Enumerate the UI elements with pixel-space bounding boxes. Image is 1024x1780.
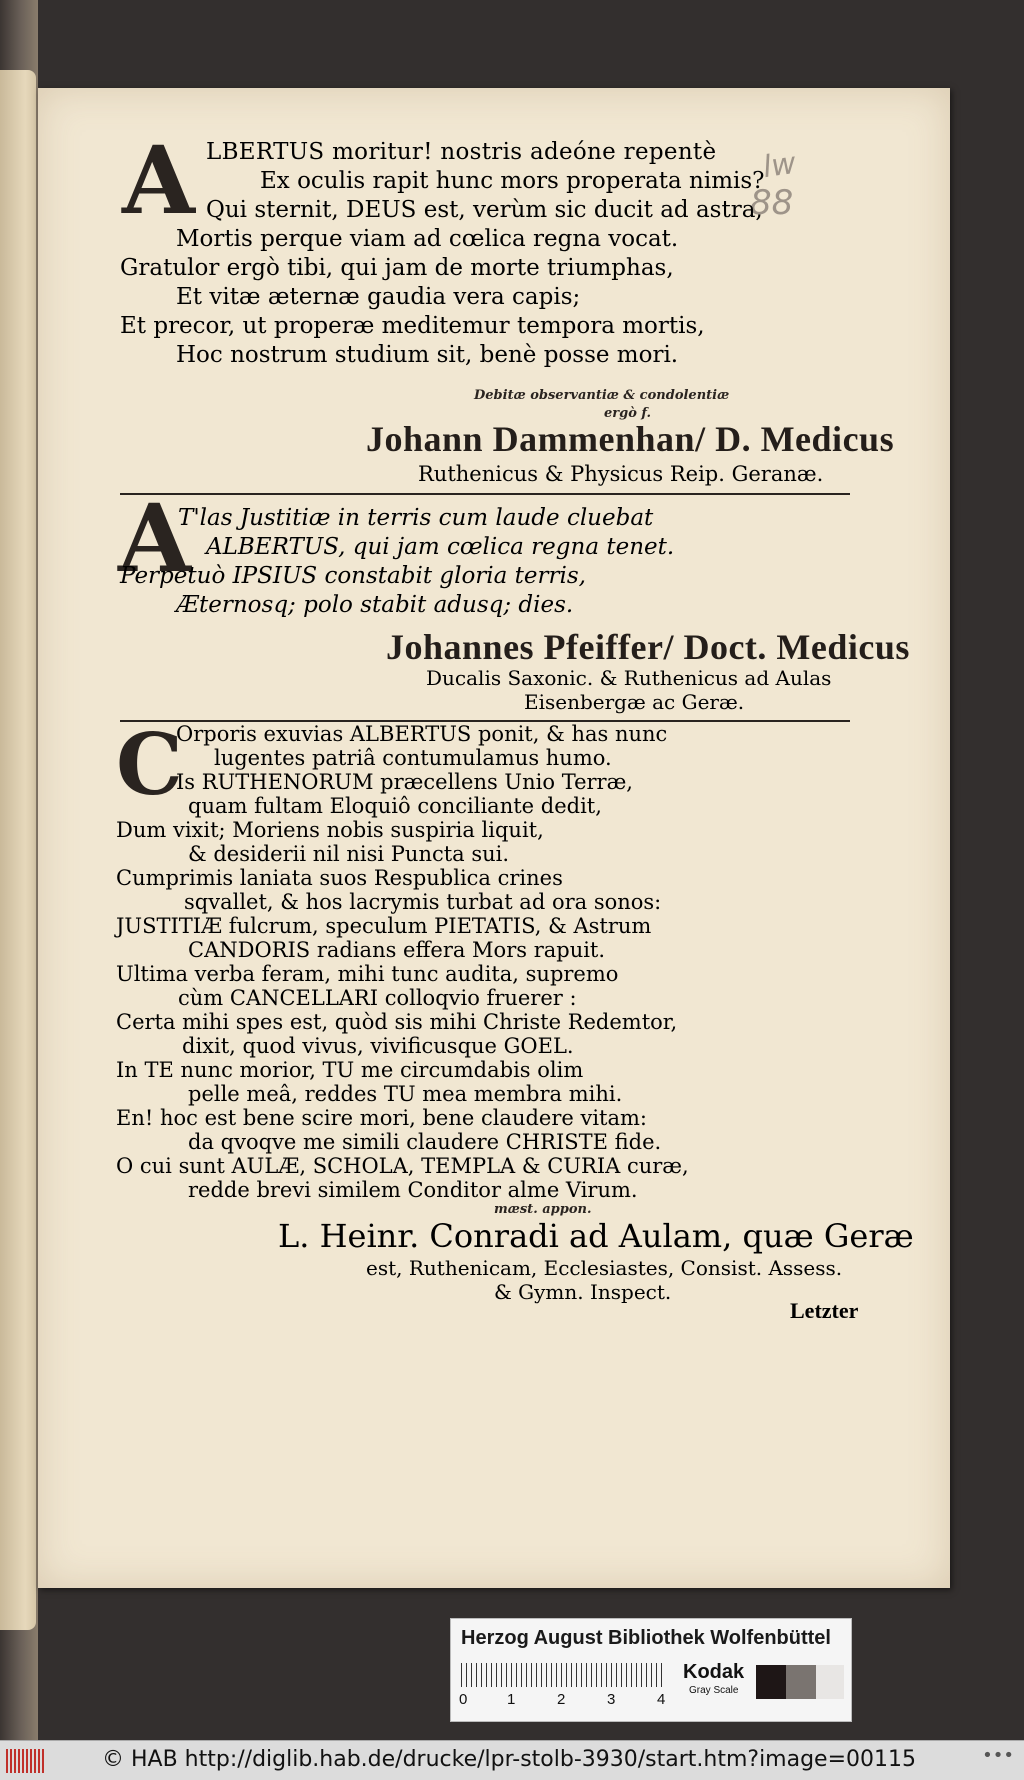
poem3-line: Orporis exuvias ALBERTUS ponit, & has nunc: [176, 722, 668, 746]
poem3-line: dixit, quod vivus, vivificusque GOEL.: [182, 1034, 574, 1058]
poem2-line: Æternosq; polo stabit adusq; dies.: [176, 592, 574, 618]
gray-patch-light: [816, 1665, 844, 1699]
poem3-line: quam fultam Eloquiô conciliante dedit,: [188, 794, 602, 818]
poem1-line: Et precor, ut properæ meditemur tempora mortis,: [120, 313, 705, 339]
poem1-line: Mortis perque viam ad cœlica regna vocat.: [176, 226, 679, 252]
poem3-line: CANDORIS radians effera Mors rapuit.: [188, 938, 606, 962]
poem3-line: En! hoc est bene scire mori, bene claudere vitam:: [116, 1106, 648, 1130]
poem3-line: Ultima verba feram, mihi tunc audita, supremo: [116, 962, 619, 986]
poem1-dedication: Debitæ observantiæ & condolentiæ: [474, 388, 730, 403]
more-menu-icon[interactable]: •••: [982, 1745, 1014, 1766]
poem3-line: Cumprimis laniata suos Respublica crines: [116, 866, 563, 890]
poem1-signature-name: Johann Dammenhan/ D. Medicus: [366, 419, 895, 459]
color-calibration-bar: [450, 1618, 852, 1722]
catchword: Letzter: [790, 1298, 859, 1323]
poem2-signature-line: Eisenbergæ ac Geræ.: [524, 690, 745, 714]
poem1-line: Ex oculis rapit hunc mors properata nimis?: [260, 168, 765, 194]
kodak-logo: Kodak: [683, 1661, 745, 1683]
dropcap-a-2: A: [118, 484, 191, 594]
ruler-number: 1: [507, 1691, 516, 1708]
poem1-dedication: ergò f.: [604, 406, 652, 421]
ruler-number: 4: [657, 1691, 666, 1708]
poem1-line: Hoc nostrum studium sit, benè posse mori.: [176, 342, 679, 368]
dropcap-c: C: [116, 715, 183, 814]
poem3-signature-line: est, Ruthenicam, Ecclesiastes, Consist. Assess.: [366, 1256, 843, 1280]
poem3-line: Is RUTHENORUM præcellens Unio Terræ,: [176, 770, 633, 794]
poem3-line: & desiderii nil nisi Puncta sui.: [188, 842, 510, 866]
scale-ruler: [461, 1663, 666, 1687]
status-bar: [0, 1740, 1024, 1780]
gray-patch-mid: [786, 1665, 816, 1699]
gray-scale-label: Gray Scale: [689, 1685, 739, 1696]
poem3-line: O cui sunt AULÆ, SCHOLA, TEMPLA & CURIA curæ,: [116, 1154, 689, 1178]
poem3-dedication: mæst. appon.: [494, 1202, 592, 1217]
dropcap-a-1: A: [122, 126, 195, 236]
pencil-mark-lw: lw: [760, 145, 799, 186]
ruler-number: 2: [557, 1691, 566, 1708]
poem2-signature-line: Ducalis Saxonic. & Ruthenicus ad Aulas: [426, 666, 832, 690]
poem2-line: Perpetuò IPSIUS constabit gloria terris,: [120, 563, 586, 589]
poem1-signature-title: Ruthenicus & Physicus Reip. Geranæ.: [418, 462, 824, 486]
poem3-line: sqvallet, & hos lacrymis turbat ad ora sonos:: [184, 890, 662, 914]
pencil-mark-88: 88: [750, 183, 794, 223]
poem3-signature-name: L. Heinr. Conradi ad Aulam, quæ Geræ: [278, 1217, 914, 1255]
poem3-line: da qvoqve me simili claudere CHRISTE fide.: [188, 1130, 662, 1154]
poem2-line: ALBERTUS, qui jam cœlica regna tenet.: [206, 534, 675, 560]
poem1-line: Qui sternit, DEUS est, verùm sic ducit ad astra,: [206, 197, 763, 223]
poem3-line: cùm CANCELLARI colloqvio fruerer :: [178, 986, 577, 1010]
poem3-line: JUSTITIÆ fulcrum, speculum PIETATIS, & Astrum: [116, 914, 652, 938]
poem3-line: pelle meâ, reddes TU mea membra mihi.: [188, 1082, 623, 1106]
poem3-line: lugentes patriâ contumulamus humo.: [214, 746, 612, 770]
poem3-signature-line: & Gymn. Inspect.: [494, 1280, 672, 1304]
gray-patch-black: [756, 1665, 786, 1699]
poem2-signature-name: Johannes Pfeiffer/ Doct. Medicus: [386, 627, 910, 667]
poem1-line: Et vitæ æternæ gaudia vera capis;: [176, 284, 581, 310]
poem3-line: redde brevi similem Conditor alme Virum.: [188, 1178, 638, 1202]
ruler-number: 3: [607, 1691, 616, 1708]
poem1-line: LBERTUS moritur! nostris adeóne repentè: [206, 139, 717, 165]
poem1-line: Gratulor ergò tibi, qui jam de morte triumphas,: [120, 255, 674, 281]
poem3-line: In TE nunc morior, TU me circumdabis olim: [116, 1058, 584, 1082]
poem3-line: Certa mihi spes est, quòd sis mihi Christe Redemtor,: [116, 1010, 678, 1034]
poem3-line: Dum vixit; Moriens nobis suspiria liquit,: [116, 818, 544, 842]
document-page: [38, 88, 950, 1588]
hab-logo-icon: [6, 1749, 46, 1773]
previous-page-edge: [0, 70, 36, 1630]
copyright-url[interactable]: © HAB http://diglib.hab.de/drucke/lpr-stolb-3930/start.htm?image=00115: [102, 1747, 917, 1772]
ruler-number: 0: [459, 1691, 468, 1708]
divider-rule: [120, 493, 850, 495]
library-name: Herzog August Bibliothek Wolfenbüttel: [461, 1627, 831, 1649]
poem2-line: T'las Justitiæ in terris cum laude cluebat: [178, 505, 654, 531]
